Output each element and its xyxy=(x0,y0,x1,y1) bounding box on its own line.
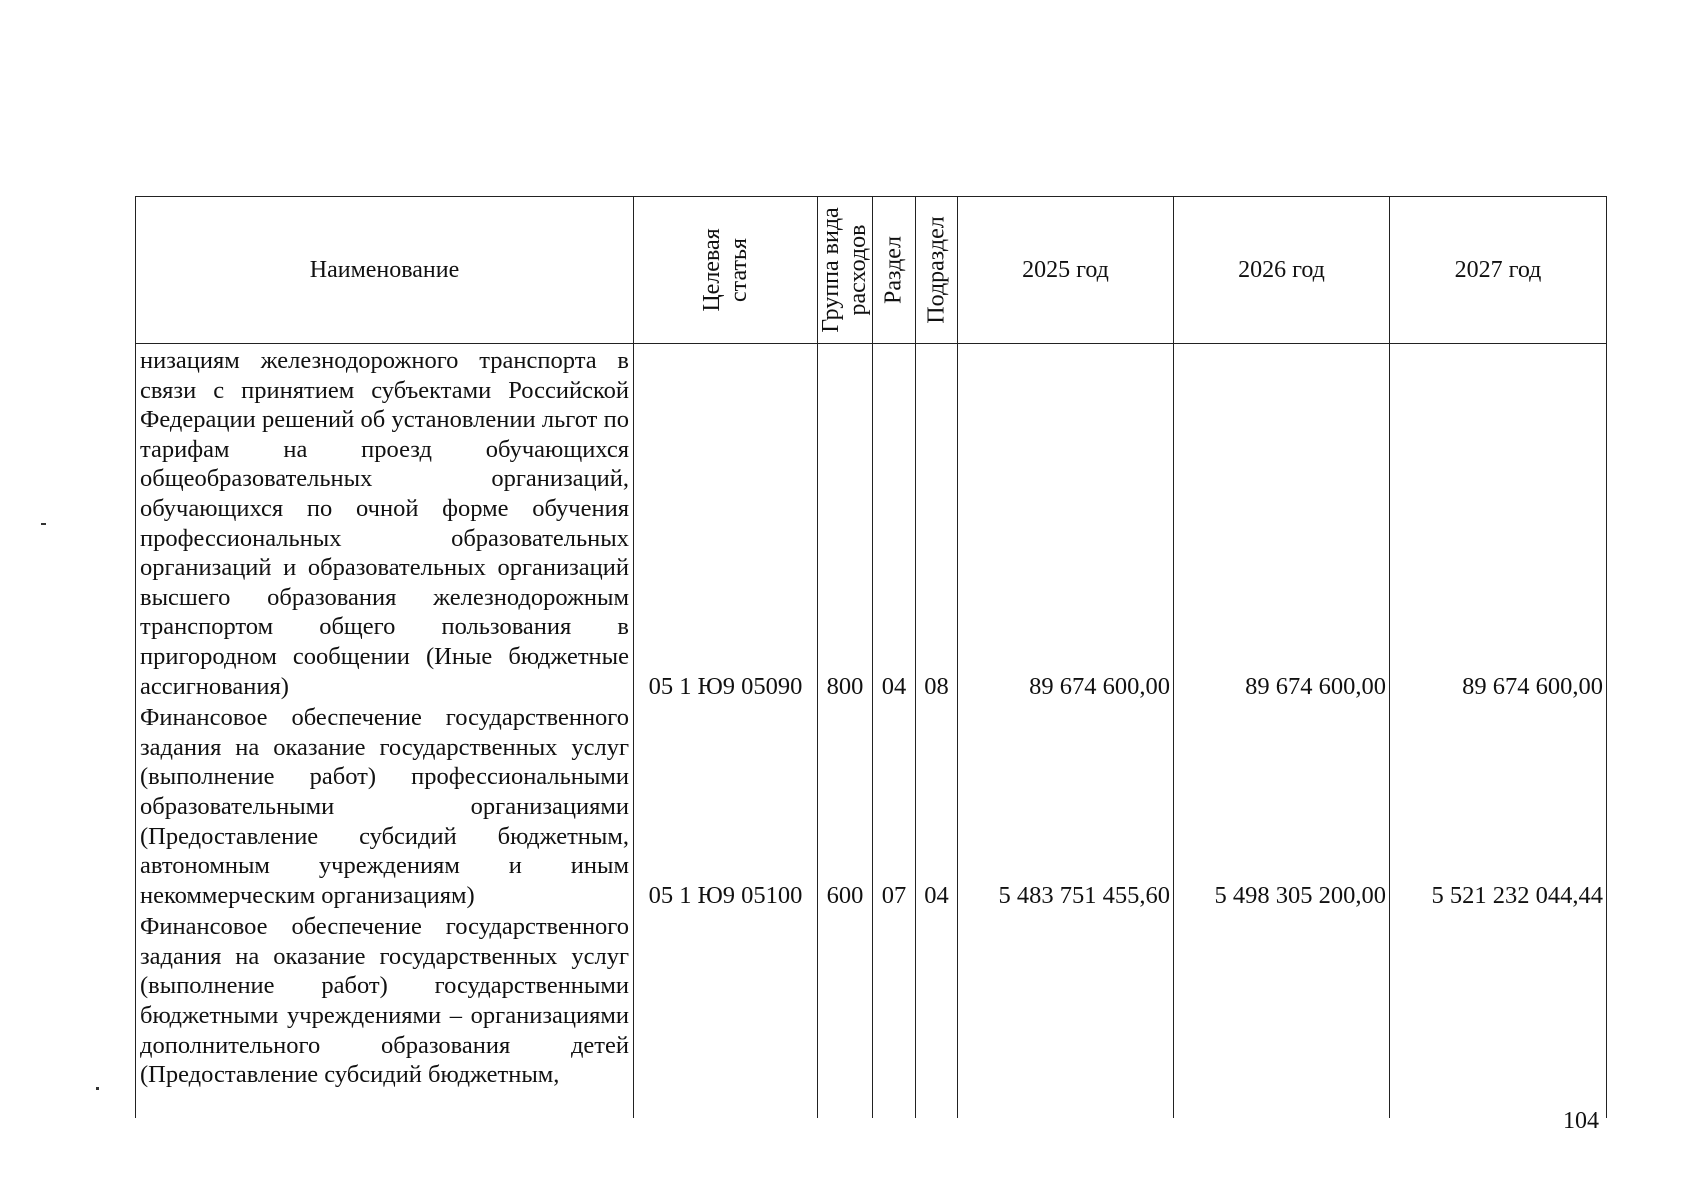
row-subsection xyxy=(916,910,958,1118)
row-name: низациям железнодорожного транспорта в связи с принятием субъектами Российской Федерации решений об установлении льгот по тарифам на проезд обучающихся общеобразовательных организаций, обучающихся по очной форме обучения профессиональных образовательных организаций и образовательных организаций высшего образования железнодорожным транспортом общего пользования в пригородном сообщении (Иные бюджетные ассигнования) xyxy=(136,344,634,702)
header-name: Наименование xyxy=(136,197,634,344)
header-target-article-text: Целевая статья xyxy=(698,228,752,312)
row-expense-group: 600 xyxy=(818,701,873,910)
row-section xyxy=(873,910,916,1118)
row-expense-group xyxy=(818,910,873,1118)
header-year-2025: 2025 год xyxy=(958,197,1174,344)
scan-speck xyxy=(41,523,46,525)
table-row xyxy=(136,910,1607,1118)
header-expense-group xyxy=(818,197,873,344)
table-header-row xyxy=(136,197,1607,344)
row-expense-group: 800 xyxy=(818,344,873,702)
row-section: 07 xyxy=(873,701,916,910)
row-subsection: 08 xyxy=(916,344,958,702)
header-target-article xyxy=(634,197,818,344)
row-name: Финансовое обеспечение государственного задания на оказание государственных услуг (выполнение работ) государственными бюджетными учреждениями – организациями дополнительного образования детей (Предоставление субсидий бюджетным, xyxy=(136,910,634,1118)
header-subsection-text: Подраздел xyxy=(923,216,949,324)
header-subsection xyxy=(916,197,958,344)
header-year-2026: 2026 год xyxy=(1174,197,1390,344)
row-amount-2025 xyxy=(958,910,1174,1118)
row-subsection: 04 xyxy=(916,701,958,910)
row-amount-2027: 89 674 600,00 xyxy=(1390,344,1607,702)
row-target-article: 05 1 Ю9 05100 xyxy=(634,701,818,910)
page-number: 104 xyxy=(1563,1108,1599,1134)
row-amount-2026 xyxy=(1174,910,1390,1118)
row-target-article: 05 1 Ю9 05090 xyxy=(634,344,818,702)
scan-speck xyxy=(96,1087,99,1090)
header-expense-group-text: Группа вида расходов xyxy=(818,207,871,333)
row-target-article xyxy=(634,910,818,1118)
table-row xyxy=(136,701,1607,910)
row-amount-2027: 5 521 232 044,44 xyxy=(1390,701,1607,910)
row-section: 04 xyxy=(873,344,916,702)
row-amount-2026: 89 674 600,00 xyxy=(1174,344,1390,702)
row-name: Финансовое обеспечение государственного задания на оказание государственных услуг (выполнение работ) профессиональными образовательными организациями (Предоставление субсидий бюджетным, автономным учреждениям и иным некоммерческим организациям) xyxy=(136,701,634,910)
table-row xyxy=(136,344,1607,702)
budget-table xyxy=(135,196,1607,1118)
row-amount-2027 xyxy=(1390,910,1607,1118)
header-year-2027: 2027 год xyxy=(1390,197,1607,344)
row-amount-2026: 5 498 305 200,00 xyxy=(1174,701,1390,910)
row-amount-2025: 89 674 600,00 xyxy=(958,344,1174,702)
header-section xyxy=(873,197,916,344)
row-amount-2025: 5 483 751 455,60 xyxy=(958,701,1174,910)
header-section-text: Раздел xyxy=(880,236,907,304)
